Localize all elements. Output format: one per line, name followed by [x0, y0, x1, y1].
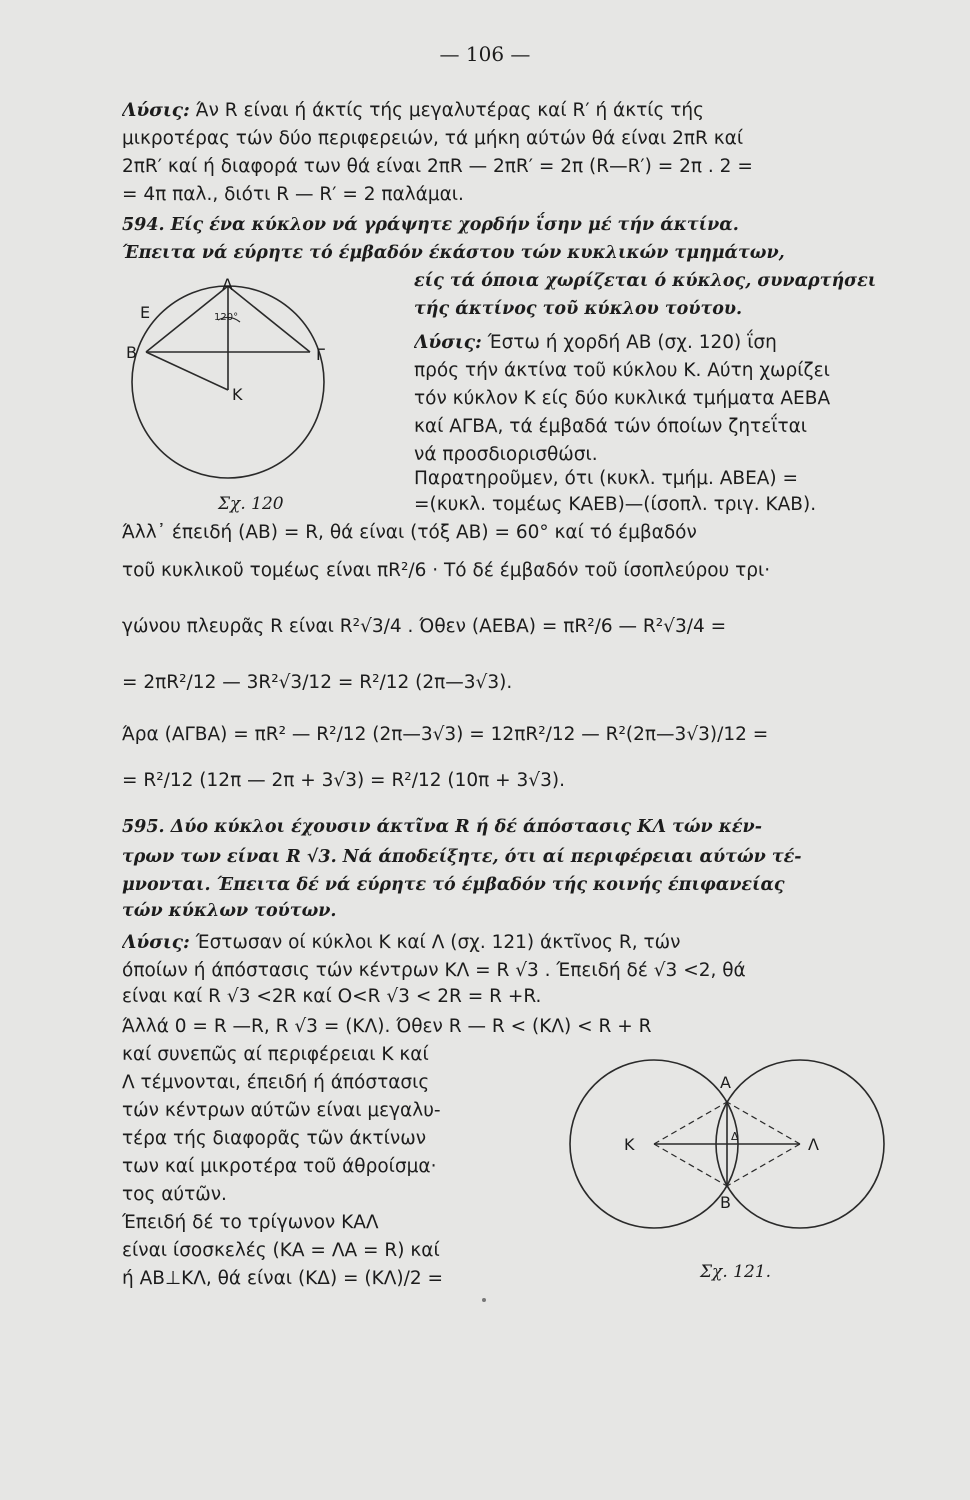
figure-121-caption: Σχ. 121. [700, 1262, 771, 1282]
text-line: =(κυκλ. τομέως ΚΑΕΒ)—(ίσοπλ. τριγ. ΚΑΒ). [414, 494, 817, 515]
text-line: όποίων ή άπόστασις τών κέντρων ΚΛ = R √3 . Έπειδή δέ √3 <2, θά [122, 960, 746, 981]
text-line: είναι ίσοσκελές (ΚΑ = ΛΑ = R) καί [122, 1240, 440, 1261]
label-k: Κ [232, 385, 243, 404]
figure-120-caption: Σχ. 120 [218, 494, 284, 514]
label-k: Κ [624, 1135, 635, 1154]
label-d: Δ [731, 1130, 739, 1143]
page-number: — 106 — [439, 42, 531, 66]
label-b: Β [720, 1193, 731, 1212]
text-line: Παρατηροῦμεν, ότι (κυκλ. τμήμ. ΑΒΕΑ) = [414, 468, 799, 489]
formula-line: τοῦ κυκλικοῦ τομέως είναι πR²/6 · Τό δέ έμβαδόν τοῦ ίσοπλεύρου τρι· [122, 560, 771, 581]
text-line: μικροτέρας τών δύο περιφερειών, τά μήκη αύτών θά είναι 2πR καί [122, 128, 744, 149]
text-line: νά προσδιορισθώσι. [414, 444, 598, 465]
figure-121 [558, 1052, 896, 1238]
text-line: πρός τήν άκτίνα τοῦ κύκλου Κ. Αύτη χωρίζει [414, 360, 830, 381]
formula-line: ή ΑΒ⊥ΚΛ, θά είναι (ΚΔ) = (ΚΛ)/2 = [122, 1268, 444, 1289]
text-line: είναι καί R √3 <2R καί Ο<R √3 < 2R = R +R. [122, 986, 542, 1007]
text-line: Λύσις: Άν R είναι ή άκτίς τής μεγαλυτέρας καί R′ ή άκτίς τής [122, 100, 705, 121]
text-line: των καί μικροτέρα τοῦ άθροίσμα· [122, 1156, 437, 1177]
formula-line: = 2πR²/12 — 3R²√3/12 = R²/12 (2π—3√3). [122, 672, 513, 693]
formula-line: γώνου πλευρᾶς R είναι R²√3/4 . Όθεν (ΑΕΒΑ) = πR²/6 — R²√3/4 = [122, 616, 727, 637]
text-line: = 4π παλ., διότι R — R′ = 2 παλάμαι. [122, 184, 464, 205]
text-line: Λ τέμνονται, έπειδή ή άπόστασις [122, 1072, 430, 1093]
label-g: Γ [316, 345, 325, 364]
text-line: τέρα τής διαφορᾶς τῶν άκτίνων [122, 1128, 427, 1149]
text-line: Λύσις: Έστω ή χορδή ΑΒ (σχ. 120) ΐση [414, 332, 777, 353]
text-line: τών κύκλων τούτων. [122, 901, 337, 921]
text-line: Άλλά 0 = R —R, R √3 = (ΚΛ). Όθεν R — R < (ΚΛ) < R + R [122, 1016, 652, 1037]
label-a: Α [222, 275, 233, 294]
text-line: τόν κύκλον Κ είς δύο κυκλικά τμήματα ΑΕΒΑ [414, 388, 831, 409]
text-line: καί συνεπῶς αί περιφέρειαι Κ καί [122, 1044, 429, 1065]
text-line: Έπειτα νά εύρητε τό έμβαδόν έκάστου τών κυκλικών τμημάτων, [122, 243, 785, 263]
text-line: τής άκτίνος τοῦ κύκλου τούτου. [414, 299, 743, 319]
text-line: Λύσις: Έστωσαν οί κύκλοι Κ καί Λ (σχ. 121) άκτῖνος R, τών [122, 932, 681, 953]
text-line: τρων των είναι R √3. Νά άποδείξητε, ότι αί περιφέρειαι αύτών τέ- [122, 847, 802, 867]
text-line: Έπειδή δέ το τρίγωνον ΚΑΛ [122, 1212, 379, 1233]
exercise-594-title: 594. Είς ένα κύκλον νά γράψητε χορδήν ΐσην μέ τήν άκτίνα. [122, 215, 739, 235]
radius-kb [146, 352, 228, 390]
text-line: τος αύτῶν. [122, 1184, 227, 1205]
print-speck [482, 1298, 486, 1302]
text-line: τών κέντρων αύτῶν είναι μεγαλυ- [122, 1100, 441, 1121]
formula-line: = R²/12 (12π — 2π + 3√3) = R²/12 (10π + 3√3). [122, 770, 565, 791]
label-angle: 120° [214, 312, 239, 323]
text-line: Άλλ᾽ έπειδή (ΑΒ) = R, θά είναι (τόξ ΑΒ) = 60° καί τό έμβαδόν [122, 522, 697, 543]
figure-120 [118, 272, 348, 492]
label-a: Α [720, 1073, 731, 1092]
text-line: καί ΑΓΒΑ, τά έμβαδά τών όποίων ζητεΐται [414, 416, 808, 437]
text-line: είς τά όποια χωρίζεται ό κύκλος, συναρτήσει [414, 271, 877, 291]
text-line: 2πR′ καί ή διαφορά των θά είναι 2πR — 2πR′ = 2π (R—R′) = 2π . 2 = [122, 156, 753, 177]
text-line: μνονται. Έπειτα δέ νά εύρητε τό έμβαδόν τής κοινής έπιφανείας [122, 875, 785, 895]
exercise-595-title: 595. Δύο κύκλοι έχουσιν άκτῖνα R ή δέ άπόστασις ΚΛ τών κέν- [122, 817, 762, 837]
label-l: Λ [808, 1135, 819, 1154]
label-e: Ε [140, 303, 151, 322]
formula-line: Άρα (ΑΓΒΑ) = πR² — R²/12 (2π—3√3) = 12πR²/12 — R²(2π—3√3)/12 = [122, 724, 769, 745]
label-b: Β [126, 343, 137, 362]
